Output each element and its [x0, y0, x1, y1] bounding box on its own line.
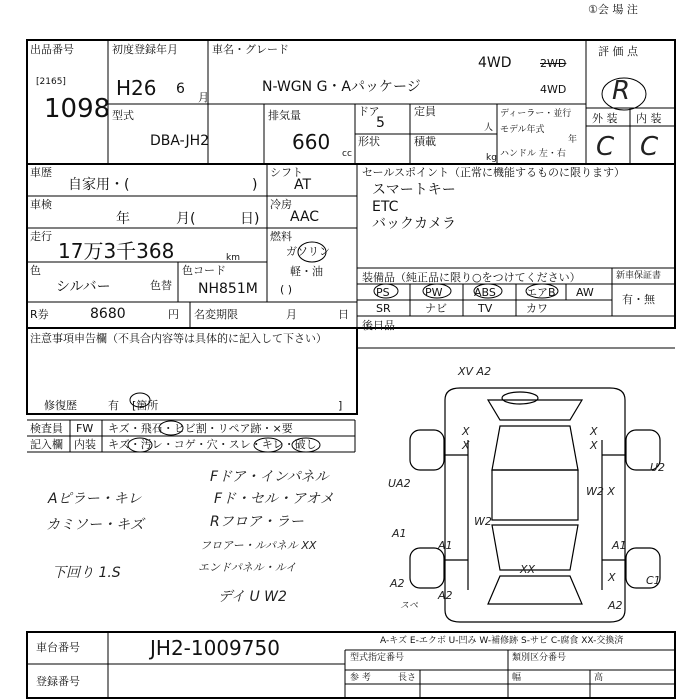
record-label: 記入欄	[30, 438, 63, 451]
model-label: 型式	[112, 109, 134, 122]
inspection-row1: キズ・飛石・ヒビ割・リペア跡・×要	[108, 422, 293, 435]
lot-no-label: 出品番号	[30, 43, 74, 56]
shift-label: シフト	[270, 166, 303, 179]
history-close: )	[252, 177, 258, 193]
damage-mark: XV A2	[458, 365, 492, 378]
year-unit: 年	[568, 135, 578, 145]
interior-label: 内 装	[636, 112, 662, 125]
mileage-label: 走行	[30, 230, 52, 243]
class-number-label: 類別区分番号	[512, 653, 567, 663]
two-wd: 2WD	[540, 57, 567, 70]
handle-label: ハンドル 左・右	[500, 149, 566, 159]
person-unit: 人	[484, 123, 494, 133]
cc-unit: cc	[342, 149, 352, 159]
inspection-label: 車検	[30, 198, 52, 211]
equip-aw: AW	[576, 286, 594, 299]
damage-mark: X	[590, 425, 598, 438]
model-year-label: モデル年式	[500, 125, 545, 135]
capacity-label: 定員	[414, 105, 436, 118]
lot-small: [2165]	[36, 77, 66, 87]
sales-points-title: セールスポイント（正常に機能するものに限ります）	[362, 166, 626, 179]
yen-unit: 円	[168, 308, 179, 321]
equip-airbag: エアB	[526, 286, 556, 299]
drive-type: 4WD	[478, 55, 512, 71]
color-change-label: 色替	[150, 279, 172, 292]
equip-leather: カワ	[526, 302, 548, 315]
later-items-label: 後日品	[362, 319, 395, 332]
type-designation-label: 型式指定番号	[350, 653, 405, 663]
repair-location: [箇所	[132, 399, 159, 412]
lot-number: 1098	[44, 94, 111, 124]
damage-mark: XX	[520, 563, 536, 576]
color-code-value: NH851M	[198, 281, 258, 297]
damage-mark: A2	[390, 577, 405, 590]
handwritten-note: カミソー・キズ	[46, 517, 144, 533]
sales-point-item: ETC	[372, 199, 399, 215]
reg-month: 6	[176, 81, 185, 97]
door-count: 5	[376, 115, 385, 131]
mileage-value: 17万3千368	[58, 239, 175, 263]
equip-sr: SR	[376, 302, 391, 315]
equip-pw: PW	[425, 286, 443, 299]
handwritten-note: フロアー・ルパネル XX	[200, 539, 317, 552]
chassis-number: JH2-1009750	[150, 636, 280, 660]
car-diagram	[410, 388, 660, 622]
history-label: 車歴	[30, 166, 52, 179]
damage-mark: W2	[474, 515, 492, 528]
car-name: N-WGN G・Aパッケージ	[262, 79, 421, 95]
color-label: 色	[30, 264, 41, 277]
equip-tv: TV	[478, 302, 493, 315]
interior-tag: 内装	[74, 438, 96, 451]
shape-label: 形状	[358, 135, 380, 148]
damage-mark: W2 X	[586, 485, 615, 498]
repair-label: 修復歴	[44, 399, 77, 412]
damage-mark: X	[608, 571, 616, 584]
era-year: H26	[116, 76, 157, 100]
damage-mark: X	[462, 425, 470, 438]
damage-mark: X	[462, 439, 470, 452]
damage-mark: U2	[650, 461, 666, 474]
damage-mark: スペ	[400, 601, 419, 611]
venue-note: ①会 場 注	[588, 3, 638, 16]
reference-label: 参 考	[350, 673, 371, 683]
sales-point-item: スマートキー	[372, 182, 456, 198]
equip-navi: ナビ	[425, 302, 447, 315]
name-change-label: 名変期限	[194, 308, 238, 321]
damage-mark: A2	[608, 599, 623, 612]
handwritten-note: デイ U W2	[218, 589, 287, 605]
history-value: 自家用・(	[68, 177, 130, 193]
displacement-label: 排気量	[268, 109, 301, 122]
kg-unit: kg	[486, 153, 497, 163]
rating-value: R	[612, 76, 631, 106]
repair-value: 有	[108, 399, 119, 412]
color-value: シルバー	[56, 279, 111, 295]
exterior-grade: C	[596, 132, 615, 162]
handwritten-note: エンドパネル・ルイ	[198, 561, 297, 574]
warranty-label: 新車保証書	[616, 271, 662, 281]
interior-grade: C	[640, 132, 659, 162]
fuel-diesel: 軽・油	[290, 265, 323, 278]
inspection-row2: キズ・汚レ・コゲ・穴・スレ・キレ・破し	[108, 438, 317, 451]
car-name-label: 車名・グレード	[212, 43, 289, 56]
fuel-gasoline: ガソリン	[286, 245, 330, 258]
notes-title: 注意事項申告欄（不具合内容等は具体的に記入して下さい）	[30, 332, 327, 345]
damage-mark: A1	[392, 527, 407, 540]
ac-label: 冷房	[270, 198, 292, 211]
equipment-title: 装備品（純正品に限り○をつけてください）	[362, 271, 581, 284]
four-wd: 4WD	[540, 83, 567, 96]
fuel-paren: ( )	[280, 283, 293, 296]
name-change-month: 月	[286, 308, 297, 321]
inspection-day: 日)	[240, 211, 260, 227]
fuel-label: 燃料	[270, 230, 292, 243]
registration-label: 登録番号	[36, 675, 80, 688]
handwritten-note: 下回り 1.S	[52, 565, 121, 581]
sales-point-item: バックカメラ	[372, 216, 456, 232]
load-label: 積載	[414, 135, 436, 148]
shift-value: AT	[294, 177, 312, 193]
ac-value: AAC	[290, 209, 320, 225]
damage-mark: A1	[438, 539, 453, 552]
first-reg-label: 初度登録年月	[112, 43, 178, 56]
displacement-value: 660	[292, 130, 331, 154]
handwritten-note: Fド・セル・アオメ	[214, 491, 334, 507]
exterior-label: 外 装	[592, 112, 618, 125]
door-label: ドア	[358, 105, 380, 118]
inspection-year: 年	[116, 211, 130, 227]
damage-mark: A2	[438, 589, 453, 602]
height-label: 高	[594, 673, 604, 683]
km-unit: km	[226, 253, 240, 263]
damage-mark: A1	[612, 539, 627, 552]
handwritten-note: Rフロア・ラー	[210, 514, 304, 530]
color-code-label: 色コード	[182, 264, 226, 277]
name-change-day: 日	[338, 308, 349, 321]
width-label: 幅	[512, 673, 522, 683]
fw-tag: FW	[76, 422, 94, 435]
model-code: DBA-JH2	[150, 133, 210, 149]
month-unit: 月	[198, 91, 209, 104]
damage-mark: X	[590, 439, 598, 452]
recycle-label: R券	[30, 308, 49, 321]
damage-mark: C1	[646, 574, 661, 587]
handwritten-note: Aピラー・キレ	[48, 491, 142, 507]
length-label: 長さ	[398, 673, 417, 683]
damage-mark: UA2	[388, 477, 411, 490]
handwritten-note: Fドア・インパネル	[210, 469, 329, 485]
inspection-month: 月(	[176, 211, 196, 227]
repair-close: ]	[338, 399, 343, 412]
chassis-label: 車台番号	[36, 641, 80, 654]
damage-legend: A-キズ E-エクボ U-凹み W-補修跡 S-サビ C-腐食 XX-交換済	[380, 636, 624, 646]
equip-abs: ABS	[474, 286, 496, 299]
inspector-label: 検査員	[30, 422, 63, 435]
dealer-label: ディーラー・並行	[500, 109, 572, 119]
recycle-value: 8680	[90, 306, 126, 322]
rating-label: 評 価 点	[598, 45, 638, 58]
equip-ps: PS	[376, 286, 390, 299]
warranty-value: 有・無	[622, 293, 655, 306]
